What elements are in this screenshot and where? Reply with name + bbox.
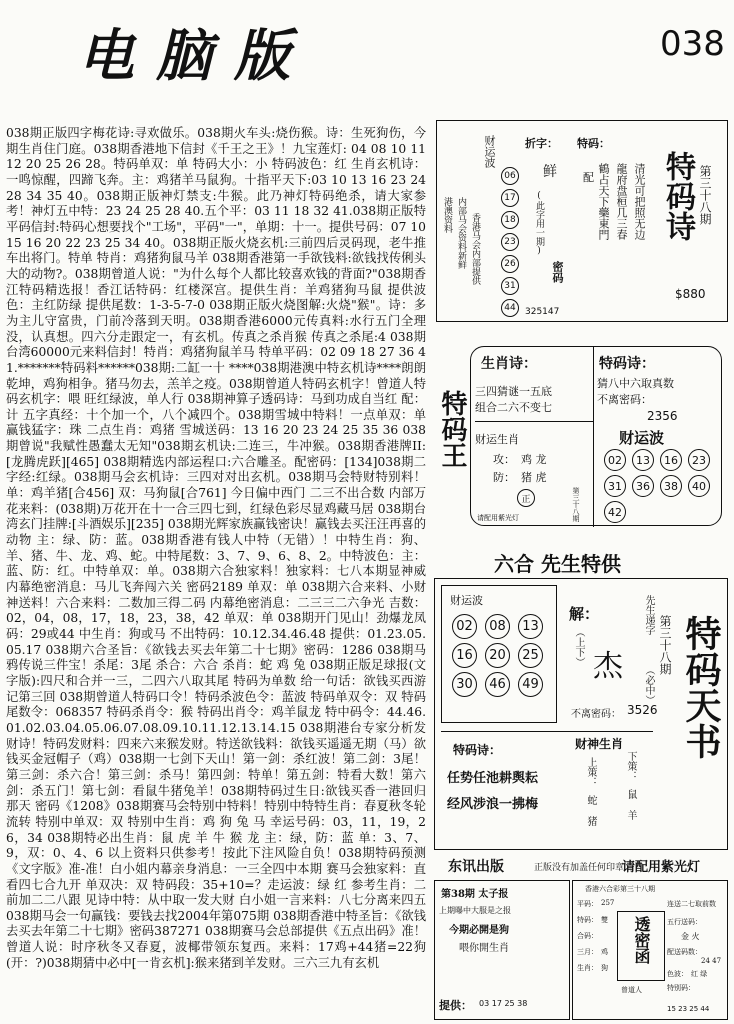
taizi-box — [434, 880, 570, 1020]
peima-label: 配送码数： — [667, 948, 702, 956]
liuhe-title: 六合 先生特供 — [494, 552, 621, 576]
buli-label: 不离密码： — [571, 709, 621, 720]
gong-value: 鸡 龙 — [521, 453, 547, 466]
jie-label: 解： — [569, 605, 600, 623]
number-ball: 23 — [501, 233, 519, 251]
shengxiao-value: 狗 — [601, 964, 608, 972]
number-ball: 44 — [501, 299, 519, 317]
taizi-numbers: 03 17 25 38 — [479, 999, 528, 1008]
number-ball: 25 — [518, 643, 543, 668]
page-title: 电脑版 — [78, 23, 312, 89]
tiaoma-value: 15 23 25 44 — [667, 1005, 710, 1013]
hema-label: 合码： — [577, 932, 598, 940]
jie-sub: （上下） — [573, 627, 584, 667]
ticket-number: 325147 — [525, 307, 560, 317]
tuomi-box — [572, 880, 728, 1020]
caiyunbo-panel — [441, 585, 557, 723]
yu-label: 三月： — [577, 948, 598, 956]
divider — [593, 347, 594, 527]
shengxiao-shi-title: 生肖诗： — [481, 356, 537, 372]
number-ball: 02 — [604, 449, 626, 471]
number-ball: 30 — [452, 672, 477, 697]
caiyunbo-title: 财运波 — [619, 429, 665, 447]
xiansheng-label: 先生递字 — [643, 595, 654, 635]
chaizi-label: 折字： — [525, 137, 558, 150]
shengxiao-line: 三四猜谜一五底 — [475, 385, 552, 398]
pei-label: 配 — [583, 171, 594, 184]
number-ball: 16 — [452, 643, 477, 668]
password-note: (此字用一期) — [534, 191, 544, 256]
liuhe-box — [434, 578, 728, 850]
number-ball: 31 — [604, 475, 626, 497]
issue-number: 038 — [660, 24, 725, 64]
xia-value: 鼠 羊 — [625, 789, 636, 820]
period-label: 第三十八期 — [698, 165, 712, 225]
fang-value: 猪 虎 — [521, 471, 547, 484]
shang-value: 蛇 猪 — [585, 795, 596, 826]
se-value: 红 绿 — [691, 970, 708, 978]
tema-value: 雙 — [601, 916, 608, 924]
provider-label: 香港马会内部提供 — [470, 213, 480, 285]
divider — [441, 731, 653, 732]
tema-shi-title: 特码诗 — [660, 151, 695, 241]
yu-value: 鸡 — [601, 948, 608, 956]
price-label: $880 — [675, 287, 706, 301]
tuomi-header: 香港六合彩第三十八期 — [585, 885, 655, 893]
tiaoma-label: 特别码： — [667, 984, 695, 992]
side-label: 港澳资料 — [442, 197, 452, 233]
caiyunbo-numbers — [501, 165, 519, 319]
number-ball: 08 — [485, 614, 510, 639]
number-ball: 13 — [632, 449, 654, 471]
tema-label: 特码诗： — [453, 743, 502, 757]
tema-wang-box — [470, 346, 722, 526]
number-ball: 26 — [501, 255, 519, 273]
tuomi-sign: 曾道人 — [621, 986, 642, 994]
caiyunbo-numbers — [601, 447, 721, 525]
liuhe-big-title: 特码天书 — [680, 615, 722, 759]
number-ball: 36 — [632, 475, 654, 497]
taizi-line: 上期曝中大服是之报 — [439, 906, 511, 915]
number-ball: 06 — [501, 167, 519, 185]
number-ball: 18 — [501, 211, 519, 229]
tuomi-title: 透密函 — [632, 916, 651, 964]
number-ball: 02 — [452, 614, 477, 639]
pingma-label: 平码： — [577, 900, 598, 908]
number-ball: 20 — [485, 643, 510, 668]
tema-shi-title: 特码诗： — [599, 356, 655, 372]
chaizi-value: 鲜 — [543, 164, 557, 180]
tema-line: 鶴占天下藥東門 — [597, 163, 610, 240]
shengxiao-label: 生肖： — [577, 964, 598, 972]
password-value: 2356 — [647, 409, 678, 423]
caiyunbo-label: 财运波 — [450, 594, 483, 607]
se-label: 色波： — [667, 970, 688, 978]
caiyunbo-label: 财运波 — [483, 135, 496, 168]
number-ball: 40 — [688, 475, 710, 497]
shengxiao-line: 组合二六不变七 — [475, 401, 552, 414]
number-ball: 16 — [660, 449, 682, 471]
lian-label: 连送二七取前数 — [667, 900, 716, 908]
tema-line: 清光可把照无边 — [633, 163, 646, 240]
taizi-bottom-label: 提供： — [439, 999, 472, 1012]
tema-line: 猜八中六取真数 — [597, 377, 674, 390]
number-ball: 17 — [501, 189, 519, 207]
xia-label: 下策： — [625, 751, 636, 781]
side-label-2: 内部马会资料新鲜 — [456, 197, 466, 269]
provider-small: 请配用紫光灯 — [477, 514, 519, 522]
peima-value: 24 47 — [701, 957, 722, 965]
number-ball: 49 — [518, 672, 543, 697]
divider — [475, 421, 593, 422]
seal-icon: 正 — [517, 489, 535, 507]
uv-light-note: 请配用紫光灯 — [622, 860, 701, 875]
caiyun-label: 财运生肖 — [475, 433, 519, 446]
shang-label: 上策： — [585, 757, 596, 787]
tema-line: 经风涉浪一拂梅 — [447, 797, 539, 812]
tema-line: 龍府盘桓几三春 — [615, 163, 628, 240]
taizi-line: 今期必開是狗 — [449, 925, 509, 936]
number-ball: 42 — [604, 501, 626, 523]
jie-char: 杰 — [593, 649, 623, 684]
gong-label: 攻： — [493, 453, 515, 466]
number-ball: 38 — [660, 475, 682, 497]
tuomi-title-frame — [617, 911, 665, 981]
tema-wang-title: 特码王 — [437, 390, 467, 468]
number-ball: 13 — [518, 614, 543, 639]
taizi-title: 第38期 太子报 — [441, 889, 509, 900]
tema-label: 特码： — [577, 137, 610, 150]
bizhong-label: （必中） — [643, 665, 654, 705]
article-paragraph: 038期正版四字梅花诗:寻欢做乐。038期火车头:烧伤猴。诗：生死狗伤，今期生肖住门庭。038期香港地下信封《千王之王》！九宝莲灯: 04 08 10 11 12 20 25 26 28。特码单双：单 特码大小：小 特码波色：红 生肖玄机诗：一鸣惊醒，四蹄飞奔。主：鸡猪羊马鼠狗。十指平天下:03 10 13 16 23 24 28 34 35 40。038期正版神灯禁支:牛猴。此乃神灯特码绝杀，请大家参考！神灯五中特：23 24 25 28 40.五个平：03 11 18 32 41.038期正版特平码信封:特码心想要找个"工场"，平码"一"，单期：十一。提供号码：07 10 15 16 20 22 23 25 34 40。038期正版火烧玄机:三前四后灵码现，老牛推车出将门。特单 特肖：鸡猪狗鼠马羊 038期香港第一手欲钱料:欲钱找传俐头大的动物?。038期曾道人说："为什么每个人都比较喜欢钱的背面?"038期香江特码精选报！香江话特码：红楼深宫。提供生肖：羊鸡猪狗马鼠 提供波色：主红防绿 提供尾数：1-3-5-7-0 038期正版火烧图解:火烧"猴"。诗：多为主儿守富贵，门前冷落到天明。038期香港6000元传真料:水行五门全理没，认真想。四六分走跟定一，有玄机。传真之杀肖猴 传真之杀尾:4 038期台湾60000元来料信封！特肖：鸡猪狗鼠羊马 特单平码：02 09 18 27 36 41.*******特码料******038期:二缸一十 ****038期港澳中特玄机诗****朗朗乾坤，鸡狗相争。猪马勿去，羔羊之疫。038期曾道人特码玄机字！曾道人特码玄机字：喂 旺红绿波，单人行 038期神算子透码诗：马到功成自当红 配：计 五字真经：十个加一个，八个减四个。038期雪城中特料！一点单双：单 赢钱猛字：珠 二点生肖：鸡猪 雪城送码：13 16 20 23 24 25 35 36 038期曾说"我赋性愚蠢太无知"038期玄机诀:二连三，牛冲猴。038期香港牌II:[龙腾虎跃][465] 038期精选内部运程口:六合雕圣。配密码：[134]038期二字经:红绿。038期马会玄机诗：三四对对出玄机。038期马会特财特别料！单：鸡羊猪[合456] 双：马狗鼠[合761] 今日偏中西门 二三不出合数 内部万花来料：(038期)万花开在十一合三四七到，红绿色彩尽显鸡藏马居 038期台湾玄门挂牌:[斗酒娱乐][235] 038期光辉家族赢钱密诀！赢钱去买汪汪再喜的动物 主：绿、防：蓝。038期香港有钱人中特（无错）！中特生肖：狗、羊、猪、牛、龙、鸡、蛇。中特尾数：3、7、9、6、8、2。中特波色：主：蓝、防：红。中特单双：单。038期六合独家料！独家料：七八本期显神威 内幕绝密消息：马儿飞奔闯六关 密码2189 单双：单 038期六合来料、小财神送料！六合来料：二数加三得二码 内幕绝密消息：二三三二六争光 吉数：02，04，08，17，18，23，38，42 单双：单 038期开门见山！劲爆龙凤码：29或44 中生肖：狗或马 不出特码：10.12.34.46.48 提供：01.23.05.05.17 038期六合圣旨：《欲钱去买去年第二十七期》密码：1286 038期马鸦传说三件宝！杀尾：3尾 杀合：六合 杀肖：蛇 鸡 兔 038期正版足球报(文字版):四尺和合并一三，二四六八取其尾 特码为单数 给一句话：欲钱买西游记第三回 038期曾道人特码口令！特码杀波色令：蓝波 特码单双令：双 特码尾数令：068357 特码杀肖令：猴 特码出肖令：鸡羊鼠龙 特中码令：44.46.01.02.03.04.05.06.07.08.09.10.11.12.13.14.15 038期港台专家分析发财诗！特码发财料：四来六来猴发财。特送欲钱料：欲钱买遥遥无期（马）欲钱买金冠帽子（鸡）038期一七剑下天山！第一剑：杀红波！第二剑：3尾！第三剑：杀六合！第三剑：杀马！第四剑：特单！第五剑：特看大数！第六剑：杀五门！第七剑：看鼠牛猪兔羊！038期特码过生日:欲钱买香一港回归那天 密码《1208》038期赛马会特别中特料！特别中特特生肖：春夏秋冬轮流转 特别中单双：双 特别中生肖：鸡 狗 兔 马 幸运号码：03，11，19，26，34 038期特必出生肖：鼠 虎 羊 牛 猴 龙 主：绿，防：蓝 单：3、7、9，双：0、4、6 以上资料只供参考！按此下注风险自负！038期特码预测《文字版》准-准！白小姐内幕亲身消息：一三全四中本期 赛马会独家料：直看四七合九开 单双决：双 特码段：35+10=？走运波：绿 红 参考生肖：二前加二二八跟 见诗中特：从中取一发大财 白小姐一言来料：八七分离来四五 038期马会一句赢钱：要钱去找2004年第075期 038期香港中特圣旨：《欲钱去买去年第二十七期》密码387271 038期赛马会总部提供《五点出码》准！曾道人说：时序秋冬又春夏，波椰带领东复西。来料：17鸡+44猪=22狗(开：?)038期猜中必中[一肯玄机]:猴来猪到羊发财。三六三九有玄机 — [6, 126, 426, 970]
fang-label: 防： — [493, 471, 515, 484]
pingma-value: 257 — [601, 899, 615, 907]
buli-value: 3526 — [627, 703, 658, 717]
publisher-label: 东讯出版 — [448, 859, 504, 875]
password-label: 密码 — [551, 261, 564, 283]
period-label: 第三十八期 — [658, 615, 672, 675]
tema-label: 特码： — [577, 916, 598, 924]
number-ball: 46 — [485, 672, 510, 697]
wuxing-value: 金 火 — [681, 932, 700, 941]
caiyunbo-numbers — [448, 612, 556, 699]
tema-line: 不离密码： — [597, 393, 652, 406]
tema-line: 任势任池耕舆耘 — [447, 771, 539, 786]
authenticity-note: 正版没有加盖任何印章 — [534, 863, 625, 873]
main-article — [6, 126, 426, 1021]
number-ball: 23 — [688, 449, 710, 471]
taizi-line: 喂你開生肖 — [459, 943, 509, 954]
caishen-label: 财神生肖 — [575, 737, 624, 751]
number-ball: 31 — [501, 277, 519, 295]
wuxing-label: 五行送码： — [667, 918, 702, 926]
tema-shi-box — [436, 120, 728, 322]
period-small: 第三十八期 — [572, 487, 580, 522]
